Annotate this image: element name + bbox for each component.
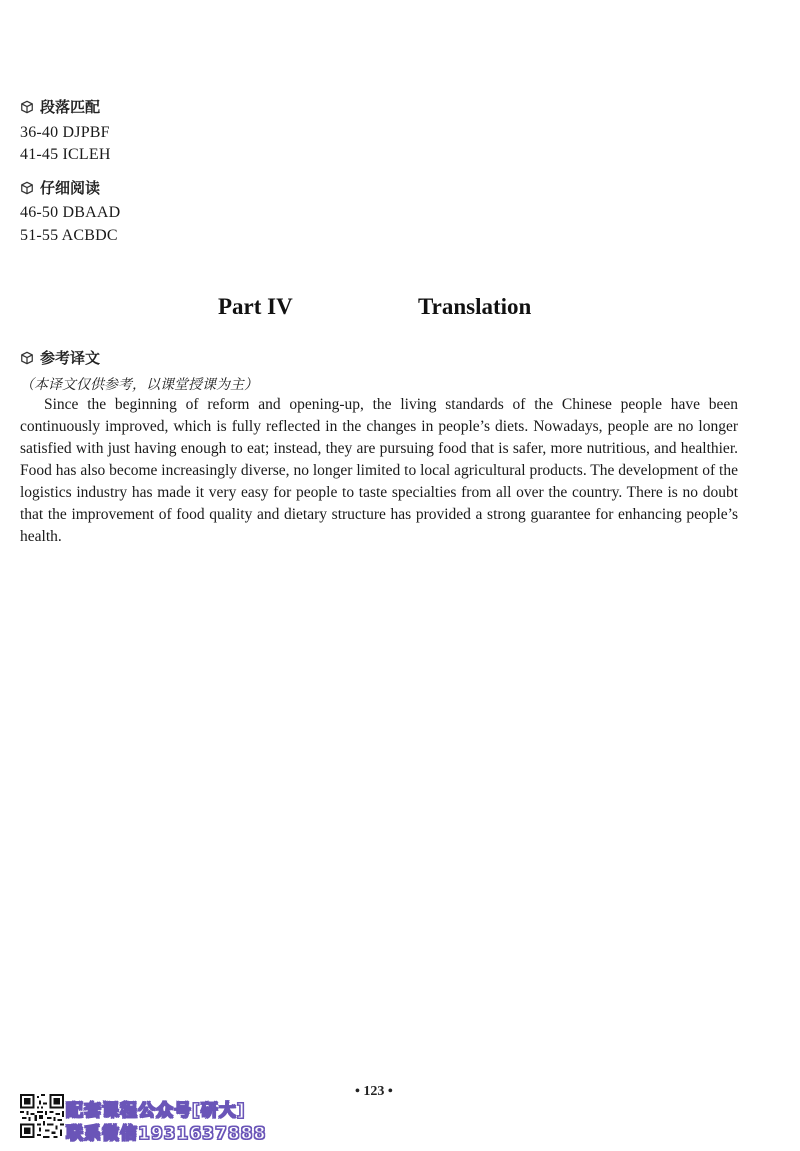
answer-line: 51-55 ACBDC <box>20 227 118 244</box>
cube-icon <box>20 181 34 195</box>
translation-paragraph: Since the beginning of reform and opening-up, the living standards of the Chinese people have been continuously improved, which is fully reflected in the changes in people’s diets. Nowadays, people are no longer satisfied with just having enough to eat; instead, they are pursuing food that is safer, more nutritious, and healthier. Food has also become increasingly diverse, no longer limited to local agricultural products. The development of the logistics industry has made it very easy for people to taste specialties from all over the country. There is no doubt that the improvement of food quality and dietary structure has provided a strong guarantee for enhancing people’s health. <box>20 396 738 545</box>
reference-heading <box>20 347 100 368</box>
cube-icon <box>20 351 34 365</box>
answer-line: 36-40 DJPBF <box>20 124 110 141</box>
qr-code-icon <box>20 1094 64 1138</box>
matching-heading-text: 段落匹配 <box>40 98 101 116</box>
cube-icon <box>20 100 34 114</box>
page-number: • 123 • <box>355 1084 393 1099</box>
part-name: Translation <box>418 294 532 319</box>
promo-wechat-account: 配套课程公众号[研大] <box>66 1101 246 1121</box>
reference-heading-text: 参考译文 <box>40 349 101 367</box>
translation-note: （本译文仅供参考，以课堂授课为主） <box>20 377 258 393</box>
careful-reading-heading <box>20 177 100 198</box>
careful-reading-heading-text: 仔细阅读 <box>40 179 101 197</box>
promo-contact: 联系微信1931637888 <box>66 1124 267 1144</box>
answer-line: 46-50 DBAAD <box>20 204 121 221</box>
matching-heading <box>20 96 100 117</box>
answer-line: 41-45 ICLEH <box>20 146 111 163</box>
part-number: Part IV <box>218 294 293 319</box>
